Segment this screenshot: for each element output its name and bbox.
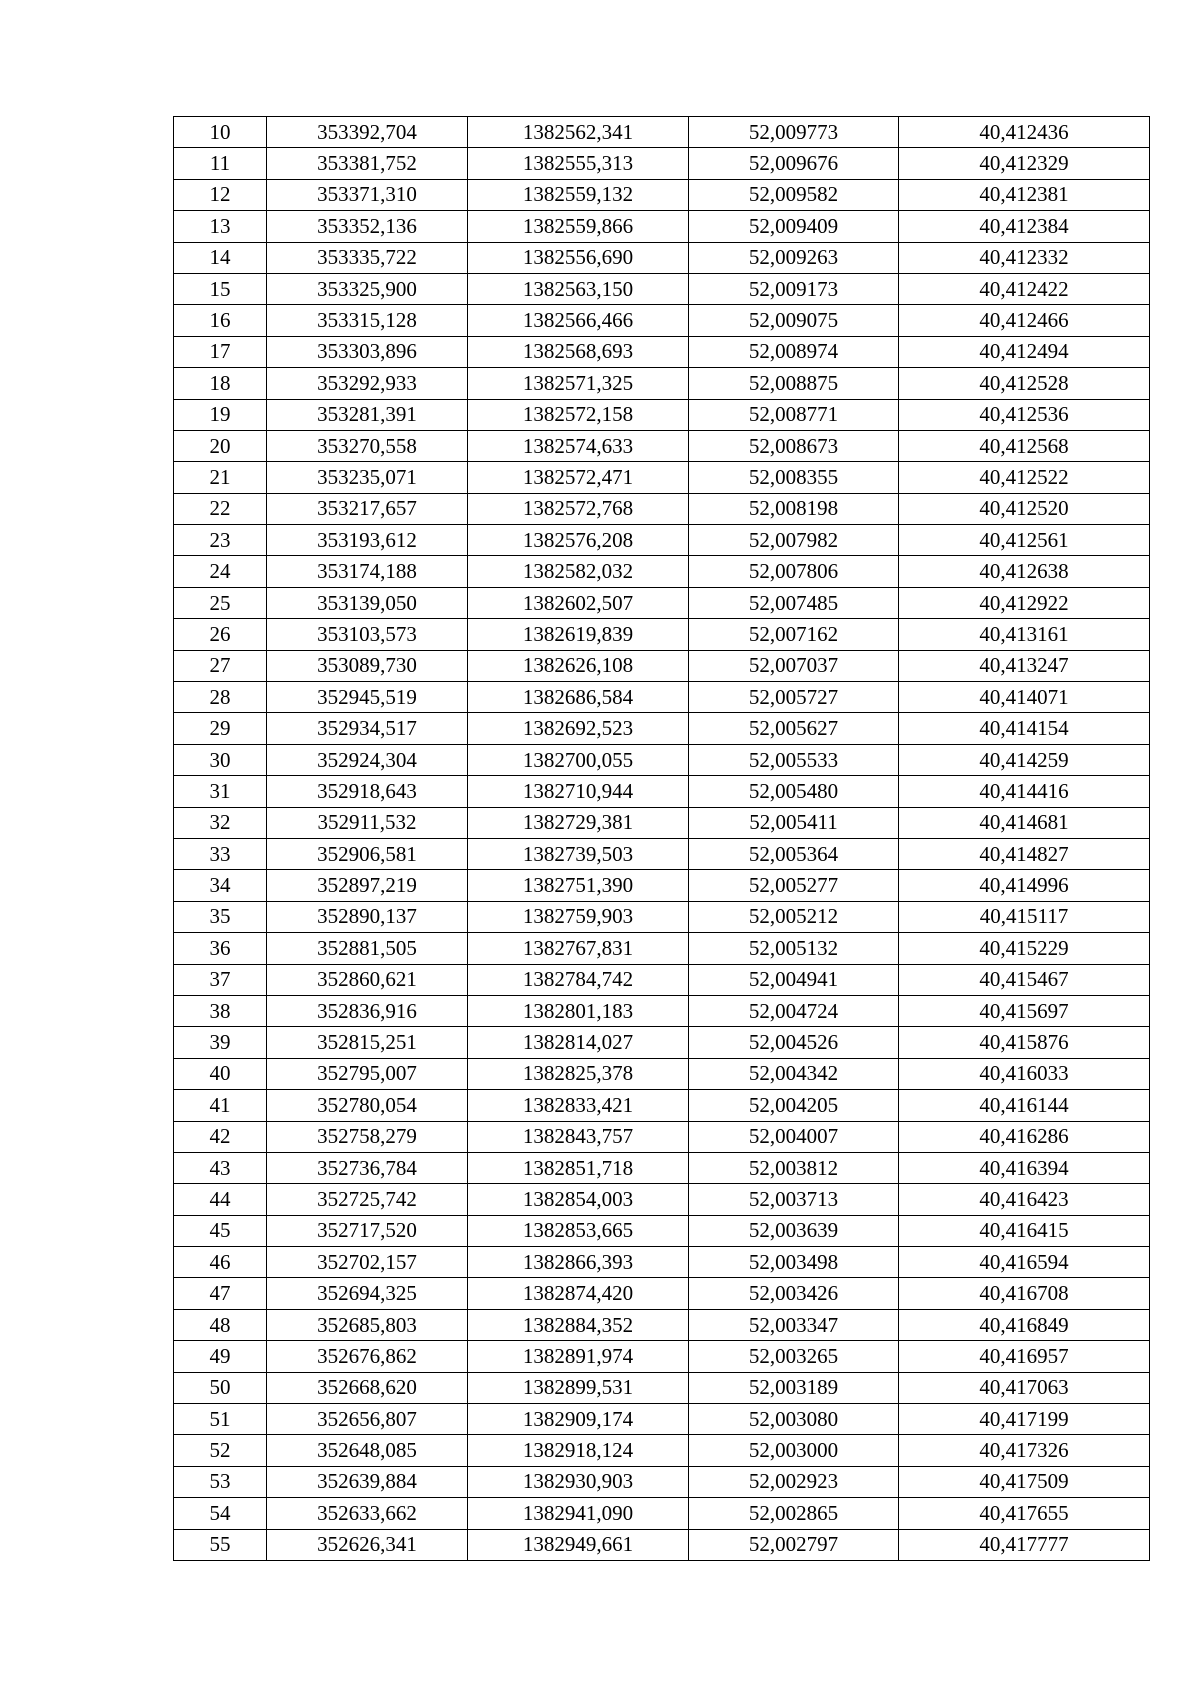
x-coordinate-cell: 352881,505 <box>267 933 468 964</box>
longitude-cell: 40,417063 <box>899 1372 1150 1403</box>
table-row <box>174 1184 1150 1215</box>
y-coordinate-cell: 1382739,503 <box>468 838 689 869</box>
latitude-cell: 52,005212 <box>689 901 899 932</box>
point-number-cell: 42 <box>174 1121 267 1152</box>
longitude-cell: 40,414154 <box>899 713 1150 744</box>
latitude-cell: 52,007162 <box>689 619 899 650</box>
table-row <box>174 1529 1150 1560</box>
latitude-cell: 52,002923 <box>689 1466 899 1497</box>
longitude-cell: 40,412436 <box>899 117 1150 148</box>
point-number-cell: 37 <box>174 964 267 995</box>
latitude-cell: 52,008355 <box>689 462 899 493</box>
y-coordinate-cell: 1382710,944 <box>468 776 689 807</box>
latitude-cell: 52,002865 <box>689 1498 899 1529</box>
y-coordinate-cell: 1382891,974 <box>468 1341 689 1372</box>
table-row <box>174 713 1150 744</box>
latitude-cell: 52,004526 <box>689 1027 899 1058</box>
table-row <box>174 964 1150 995</box>
longitude-cell: 40,416394 <box>899 1152 1150 1183</box>
table-row <box>174 148 1150 179</box>
x-coordinate-cell: 352890,137 <box>267 901 468 932</box>
longitude-cell: 40,412561 <box>899 525 1150 556</box>
coordinates-table <box>173 116 1150 1561</box>
y-coordinate-cell: 1382874,420 <box>468 1278 689 1309</box>
x-coordinate-cell: 353315,128 <box>267 305 468 336</box>
latitude-cell: 52,009173 <box>689 273 899 304</box>
x-coordinate-cell: 353325,900 <box>267 273 468 304</box>
table-row <box>174 242 1150 273</box>
x-coordinate-cell: 353193,612 <box>267 525 468 556</box>
y-coordinate-cell: 1382851,718 <box>468 1152 689 1183</box>
x-coordinate-cell: 352639,884 <box>267 1466 468 1497</box>
longitude-cell: 40,416144 <box>899 1090 1150 1121</box>
table-row <box>174 807 1150 838</box>
table-row <box>174 1247 1150 1278</box>
latitude-cell: 52,003000 <box>689 1435 899 1466</box>
longitude-cell: 40,415876 <box>899 1027 1150 1058</box>
point-number-cell: 26 <box>174 619 267 650</box>
x-coordinate-cell: 352780,054 <box>267 1090 468 1121</box>
longitude-cell: 40,417199 <box>899 1404 1150 1435</box>
x-coordinate-cell: 353089,730 <box>267 650 468 681</box>
latitude-cell: 52,004007 <box>689 1121 899 1152</box>
y-coordinate-cell: 1382941,090 <box>468 1498 689 1529</box>
point-number-cell: 10 <box>174 117 267 148</box>
table-row <box>174 1372 1150 1403</box>
y-coordinate-cell: 1382866,393 <box>468 1247 689 1278</box>
latitude-cell: 52,007485 <box>689 587 899 618</box>
y-coordinate-cell: 1382576,208 <box>468 525 689 556</box>
point-number-cell: 40 <box>174 1058 267 1089</box>
point-number-cell: 55 <box>174 1529 267 1560</box>
y-coordinate-cell: 1382574,633 <box>468 430 689 461</box>
table-row <box>174 744 1150 775</box>
y-coordinate-cell: 1382556,690 <box>468 242 689 273</box>
longitude-cell: 40,416423 <box>899 1184 1150 1215</box>
latitude-cell: 52,005627 <box>689 713 899 744</box>
point-number-cell: 47 <box>174 1278 267 1309</box>
latitude-cell: 52,009263 <box>689 242 899 273</box>
longitude-cell: 40,412332 <box>899 242 1150 273</box>
table-row <box>174 1404 1150 1435</box>
y-coordinate-cell: 1382854,003 <box>468 1184 689 1215</box>
point-number-cell: 30 <box>174 744 267 775</box>
y-coordinate-cell: 1382566,466 <box>468 305 689 336</box>
table-row <box>174 776 1150 807</box>
longitude-cell: 40,416849 <box>899 1309 1150 1340</box>
longitude-cell: 40,412494 <box>899 336 1150 367</box>
longitude-cell: 40,416957 <box>899 1341 1150 1372</box>
y-coordinate-cell: 1382767,831 <box>468 933 689 964</box>
latitude-cell: 52,003812 <box>689 1152 899 1183</box>
table-row <box>174 525 1150 556</box>
table-row <box>174 1278 1150 1309</box>
y-coordinate-cell: 1382619,839 <box>468 619 689 650</box>
table-row <box>174 179 1150 210</box>
point-number-cell: 11 <box>174 148 267 179</box>
latitude-cell: 52,007982 <box>689 525 899 556</box>
longitude-cell: 40,412528 <box>899 368 1150 399</box>
table-row <box>174 1498 1150 1529</box>
latitude-cell: 52,003265 <box>689 1341 899 1372</box>
x-coordinate-cell: 352702,157 <box>267 1247 468 1278</box>
table-row <box>174 1466 1150 1497</box>
table-row <box>174 493 1150 524</box>
latitude-cell: 52,005727 <box>689 682 899 713</box>
table-row <box>174 273 1150 304</box>
y-coordinate-cell: 1382784,742 <box>468 964 689 995</box>
point-number-cell: 43 <box>174 1152 267 1183</box>
point-number-cell: 53 <box>174 1466 267 1497</box>
table-row <box>174 619 1150 650</box>
point-number-cell: 32 <box>174 807 267 838</box>
coordinates-table-body <box>174 117 1150 1561</box>
table-row <box>174 117 1150 148</box>
y-coordinate-cell: 1382949,661 <box>468 1529 689 1560</box>
x-coordinate-cell: 352656,807 <box>267 1404 468 1435</box>
x-coordinate-cell: 353235,071 <box>267 462 468 493</box>
latitude-cell: 52,004342 <box>689 1058 899 1089</box>
x-coordinate-cell: 353292,933 <box>267 368 468 399</box>
longitude-cell: 40,417509 <box>899 1466 1150 1497</box>
longitude-cell: 40,412638 <box>899 556 1150 587</box>
table-row <box>174 1090 1150 1121</box>
y-coordinate-cell: 1382626,108 <box>468 650 689 681</box>
point-number-cell: 25 <box>174 587 267 618</box>
y-coordinate-cell: 1382853,665 <box>468 1215 689 1246</box>
point-number-cell: 46 <box>174 1247 267 1278</box>
point-number-cell: 19 <box>174 399 267 430</box>
point-number-cell: 27 <box>174 650 267 681</box>
table-row <box>174 933 1150 964</box>
longitude-cell: 40,414259 <box>899 744 1150 775</box>
y-coordinate-cell: 1382729,381 <box>468 807 689 838</box>
point-number-cell: 38 <box>174 995 267 1026</box>
point-number-cell: 31 <box>174 776 267 807</box>
latitude-cell: 52,003498 <box>689 1247 899 1278</box>
table-row <box>174 462 1150 493</box>
latitude-cell: 52,004941 <box>689 964 899 995</box>
y-coordinate-cell: 1382751,390 <box>468 870 689 901</box>
longitude-cell: 40,412384 <box>899 211 1150 242</box>
table-row <box>174 556 1150 587</box>
y-coordinate-cell: 1382918,124 <box>468 1435 689 1466</box>
longitude-cell: 40,417777 <box>899 1529 1150 1560</box>
latitude-cell: 52,005411 <box>689 807 899 838</box>
table-row <box>174 336 1150 367</box>
longitude-cell: 40,414416 <box>899 776 1150 807</box>
x-coordinate-cell: 353392,704 <box>267 117 468 148</box>
y-coordinate-cell: 1382692,523 <box>468 713 689 744</box>
latitude-cell: 52,003189 <box>689 1372 899 1403</box>
table-row <box>174 870 1150 901</box>
x-coordinate-cell: 352648,085 <box>267 1435 468 1466</box>
longitude-cell: 40,412536 <box>899 399 1150 430</box>
point-number-cell: 49 <box>174 1341 267 1372</box>
latitude-cell: 52,008974 <box>689 336 899 367</box>
longitude-cell: 40,412381 <box>899 179 1150 210</box>
x-coordinate-cell: 352934,517 <box>267 713 468 744</box>
x-coordinate-cell: 353174,188 <box>267 556 468 587</box>
y-coordinate-cell: 1382843,757 <box>468 1121 689 1152</box>
x-coordinate-cell: 352668,620 <box>267 1372 468 1403</box>
x-coordinate-cell: 353335,722 <box>267 242 468 273</box>
y-coordinate-cell: 1382572,768 <box>468 493 689 524</box>
point-number-cell: 13 <box>174 211 267 242</box>
table-row <box>174 650 1150 681</box>
point-number-cell: 51 <box>174 1404 267 1435</box>
x-coordinate-cell: 353103,573 <box>267 619 468 650</box>
y-coordinate-cell: 1382909,174 <box>468 1404 689 1435</box>
longitude-cell: 40,416708 <box>899 1278 1150 1309</box>
y-coordinate-cell: 1382582,032 <box>468 556 689 587</box>
y-coordinate-cell: 1382571,325 <box>468 368 689 399</box>
latitude-cell: 52,005132 <box>689 933 899 964</box>
y-coordinate-cell: 1382884,352 <box>468 1309 689 1340</box>
latitude-cell: 52,007037 <box>689 650 899 681</box>
table-row <box>174 838 1150 869</box>
y-coordinate-cell: 1382572,158 <box>468 399 689 430</box>
y-coordinate-cell: 1382759,903 <box>468 901 689 932</box>
point-number-cell: 52 <box>174 1435 267 1466</box>
table-row <box>174 1215 1150 1246</box>
y-coordinate-cell: 1382562,341 <box>468 117 689 148</box>
latitude-cell: 52,003080 <box>689 1404 899 1435</box>
latitude-cell: 52,009075 <box>689 305 899 336</box>
table-row <box>174 305 1150 336</box>
point-number-cell: 14 <box>174 242 267 273</box>
x-coordinate-cell: 352676,862 <box>267 1341 468 1372</box>
table-row <box>174 1309 1150 1340</box>
longitude-cell: 40,415467 <box>899 964 1150 995</box>
x-coordinate-cell: 352758,279 <box>267 1121 468 1152</box>
point-number-cell: 21 <box>174 462 267 493</box>
longitude-cell: 40,416594 <box>899 1247 1150 1278</box>
longitude-cell: 40,413247 <box>899 650 1150 681</box>
longitude-cell: 40,417655 <box>899 1498 1150 1529</box>
y-coordinate-cell: 1382572,471 <box>468 462 689 493</box>
point-number-cell: 33 <box>174 838 267 869</box>
x-coordinate-cell: 352795,007 <box>267 1058 468 1089</box>
table-row <box>174 901 1150 932</box>
latitude-cell: 52,004205 <box>689 1090 899 1121</box>
point-number-cell: 24 <box>174 556 267 587</box>
point-number-cell: 41 <box>174 1090 267 1121</box>
latitude-cell: 52,009773 <box>689 117 899 148</box>
longitude-cell: 40,416415 <box>899 1215 1150 1246</box>
x-coordinate-cell: 353352,136 <box>267 211 468 242</box>
point-number-cell: 45 <box>174 1215 267 1246</box>
y-coordinate-cell: 1382825,378 <box>468 1058 689 1089</box>
table-row <box>174 1027 1150 1058</box>
latitude-cell: 52,005277 <box>689 870 899 901</box>
table-row <box>174 368 1150 399</box>
table-row <box>174 399 1150 430</box>
x-coordinate-cell: 352836,916 <box>267 995 468 1026</box>
longitude-cell: 40,414071 <box>899 682 1150 713</box>
y-coordinate-cell: 1382602,507 <box>468 587 689 618</box>
x-coordinate-cell: 352897,219 <box>267 870 468 901</box>
point-number-cell: 17 <box>174 336 267 367</box>
latitude-cell: 52,003426 <box>689 1278 899 1309</box>
x-coordinate-cell: 352694,325 <box>267 1278 468 1309</box>
x-coordinate-cell: 352860,621 <box>267 964 468 995</box>
point-number-cell: 44 <box>174 1184 267 1215</box>
point-number-cell: 15 <box>174 273 267 304</box>
longitude-cell: 40,414681 <box>899 807 1150 838</box>
latitude-cell: 52,003713 <box>689 1184 899 1215</box>
latitude-cell: 52,007806 <box>689 556 899 587</box>
x-coordinate-cell: 352736,784 <box>267 1152 468 1183</box>
longitude-cell: 40,414827 <box>899 838 1150 869</box>
latitude-cell: 52,009582 <box>689 179 899 210</box>
x-coordinate-cell: 353303,896 <box>267 336 468 367</box>
longitude-cell: 40,416286 <box>899 1121 1150 1152</box>
x-coordinate-cell: 352717,520 <box>267 1215 468 1246</box>
longitude-cell: 40,412522 <box>899 462 1150 493</box>
x-coordinate-cell: 353217,657 <box>267 493 468 524</box>
table-row <box>174 1152 1150 1183</box>
latitude-cell: 52,008198 <box>689 493 899 524</box>
point-number-cell: 12 <box>174 179 267 210</box>
x-coordinate-cell: 352945,519 <box>267 682 468 713</box>
table-row <box>174 430 1150 461</box>
x-coordinate-cell: 352685,803 <box>267 1309 468 1340</box>
y-coordinate-cell: 1382930,903 <box>468 1466 689 1497</box>
longitude-cell: 40,412922 <box>899 587 1150 618</box>
longitude-cell: 40,412329 <box>899 148 1150 179</box>
y-coordinate-cell: 1382563,150 <box>468 273 689 304</box>
latitude-cell: 52,003639 <box>689 1215 899 1246</box>
x-coordinate-cell: 353371,310 <box>267 179 468 210</box>
point-number-cell: 36 <box>174 933 267 964</box>
x-coordinate-cell: 353139,050 <box>267 587 468 618</box>
y-coordinate-cell: 1382833,421 <box>468 1090 689 1121</box>
latitude-cell: 52,005364 <box>689 838 899 869</box>
y-coordinate-cell: 1382801,183 <box>468 995 689 1026</box>
table-row <box>174 1341 1150 1372</box>
y-coordinate-cell: 1382686,584 <box>468 682 689 713</box>
latitude-cell: 52,005533 <box>689 744 899 775</box>
longitude-cell: 40,414996 <box>899 870 1150 901</box>
longitude-cell: 40,417326 <box>899 1435 1150 1466</box>
table-row <box>174 1121 1150 1152</box>
y-coordinate-cell: 1382559,866 <box>468 211 689 242</box>
point-number-cell: 34 <box>174 870 267 901</box>
point-number-cell: 18 <box>174 368 267 399</box>
table-row <box>174 587 1150 618</box>
x-coordinate-cell: 352633,662 <box>267 1498 468 1529</box>
longitude-cell: 40,412466 <box>899 305 1150 336</box>
point-number-cell: 29 <box>174 713 267 744</box>
x-coordinate-cell: 352626,341 <box>267 1529 468 1560</box>
point-number-cell: 50 <box>174 1372 267 1403</box>
longitude-cell: 40,412422 <box>899 273 1150 304</box>
x-coordinate-cell: 352924,304 <box>267 744 468 775</box>
x-coordinate-cell: 352918,643 <box>267 776 468 807</box>
table-row <box>174 211 1150 242</box>
y-coordinate-cell: 1382568,693 <box>468 336 689 367</box>
y-coordinate-cell: 1382899,531 <box>468 1372 689 1403</box>
x-coordinate-cell: 352906,581 <box>267 838 468 869</box>
table-row <box>174 995 1150 1026</box>
y-coordinate-cell: 1382559,132 <box>468 179 689 210</box>
latitude-cell: 52,008875 <box>689 368 899 399</box>
latitude-cell: 52,008673 <box>689 430 899 461</box>
point-number-cell: 20 <box>174 430 267 461</box>
latitude-cell: 52,009409 <box>689 211 899 242</box>
point-number-cell: 23 <box>174 525 267 556</box>
point-number-cell: 48 <box>174 1309 267 1340</box>
latitude-cell: 52,005480 <box>689 776 899 807</box>
point-number-cell: 35 <box>174 901 267 932</box>
table-row <box>174 682 1150 713</box>
table-row <box>174 1435 1150 1466</box>
longitude-cell: 40,413161 <box>899 619 1150 650</box>
point-number-cell: 54 <box>174 1498 267 1529</box>
point-number-cell: 16 <box>174 305 267 336</box>
y-coordinate-cell: 1382555,313 <box>468 148 689 179</box>
latitude-cell: 52,004724 <box>689 995 899 1026</box>
point-number-cell: 28 <box>174 682 267 713</box>
x-coordinate-cell: 352815,251 <box>267 1027 468 1058</box>
latitude-cell: 52,009676 <box>689 148 899 179</box>
point-number-cell: 39 <box>174 1027 267 1058</box>
y-coordinate-cell: 1382700,055 <box>468 744 689 775</box>
latitude-cell: 52,002797 <box>689 1529 899 1560</box>
x-coordinate-cell: 353381,752 <box>267 148 468 179</box>
y-coordinate-cell: 1382814,027 <box>468 1027 689 1058</box>
longitude-cell: 40,415697 <box>899 995 1150 1026</box>
longitude-cell: 40,415117 <box>899 901 1150 932</box>
longitude-cell: 40,416033 <box>899 1058 1150 1089</box>
longitude-cell: 40,412520 <box>899 493 1150 524</box>
x-coordinate-cell: 353281,391 <box>267 399 468 430</box>
longitude-cell: 40,415229 <box>899 933 1150 964</box>
x-coordinate-cell: 352911,532 <box>267 807 468 838</box>
latitude-cell: 52,008771 <box>689 399 899 430</box>
longitude-cell: 40,412568 <box>899 430 1150 461</box>
x-coordinate-cell: 352725,742 <box>267 1184 468 1215</box>
table-row <box>174 1058 1150 1089</box>
latitude-cell: 52,003347 <box>689 1309 899 1340</box>
point-number-cell: 22 <box>174 493 267 524</box>
x-coordinate-cell: 353270,558 <box>267 430 468 461</box>
